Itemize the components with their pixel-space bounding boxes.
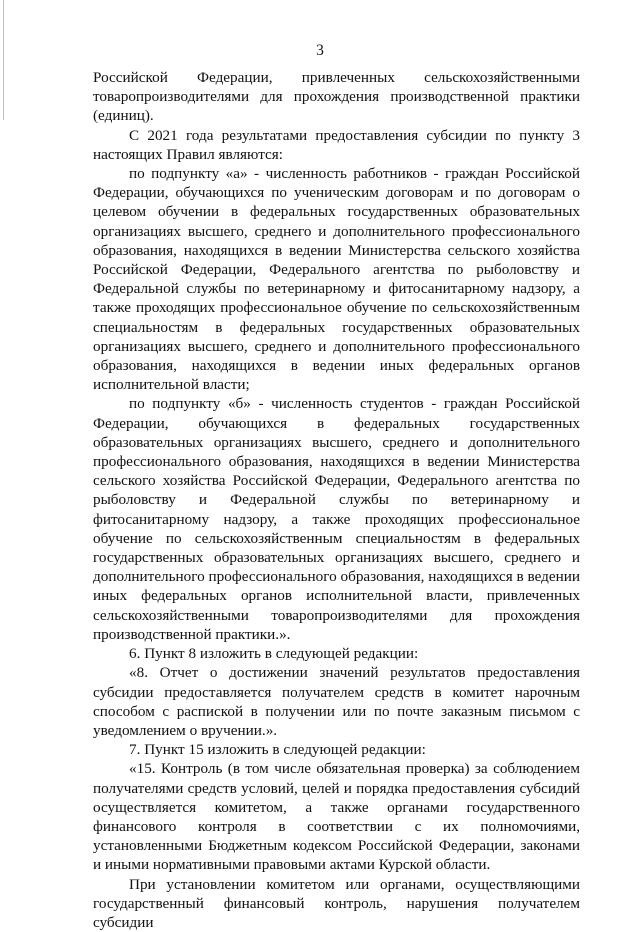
paragraph-results-intro: С 2021 года результатами предоставления субсидии по пункту 3 настоящих Правил являются: [93, 126, 580, 163]
paragraph-subpoint-a: по подпункту «а» - численность работников - граждан Российской Федерации, обучающихся по ученическим договорам и по договорам о целевом обучении в федеральных государственных образовательных организациях высшего, среднего и дополнительного профессионального образования, находящихся в ведении Министерства сельского хозяйства Российской Федерации, Федерального агентства по рыболовству и Федеральной службы по ветеринарному и фитосанитарному надзору, а также проходящих профессиональное обучение по сельскохозяйственным специальностям в федеральных государственных образовательных организациях высшего, среднего и дополнительного профессионального образования, находящихся в ведении иных федеральных органов исполнительной власти; [93, 165, 580, 394]
paragraph-item-7: 7. Пункт 15 изложить в следующей редакции: [129, 741, 426, 759]
paragraph-item-6: 6. Пункт 8 изложить в следующей редакции: [129, 645, 419, 663]
scan-edge-line [3, 0, 4, 120]
paragraph-point-15: «15. Контроль (в том числе обязательная проверка) за соблюдением получателями средств условий, целей и порядка предоставления субсидий осуществляется комитетом, а также органами государственного финансового контроля в соответствии с их полномочиями, установленными Бюджетным кодексом Российской Федерации, законами и иными нормативными правовыми актами Курской области. [93, 760, 580, 874]
document-body [93, 68, 580, 932]
paragraph-violation: При установлении комитетом или органами, осуществляющими государственный финансовый контроль, нарушения получателем субсидии [93, 875, 580, 931]
paragraph-subpoint-b: по подпункту «б» - численность студентов - граждан Российской Федерации, обучающихся в федеральных государственных образовательных организациях высшего, среднего и дополнительного профессионального образования, находящихся в ведении Министерства сельского хозяйства Российской Федерации, Федерального агентства по рыболовству и Федеральной службы по ветеринарному и фитосанитарному надзору, а также проходящих профессиональное обучение по сельскохозяйственным специальностям в федеральных государственных образовательных организациях высшего, среднего и дополнительного профессионального образования, находящихся в ведении иных федеральных органов исполнительной власти, привлеченных сельскохозяйственными товаропроизводителями для прохождения производственной практики.». [93, 395, 580, 643]
page-number: 3 [316, 42, 324, 59]
paragraph-continuation: Российской Федерации, привлеченных сельскохозяйственными товаропроизводителями для прохождения производственной практики (единиц). [93, 69, 580, 125]
paragraph-point-8: «8. Отчет о достижении значений результатов предоставления субсидии предоставляется получателем средств в комитет нарочным способом с распиской в получении или по почте заказным письмом с уведомлением о вручении.». [93, 664, 580, 739]
